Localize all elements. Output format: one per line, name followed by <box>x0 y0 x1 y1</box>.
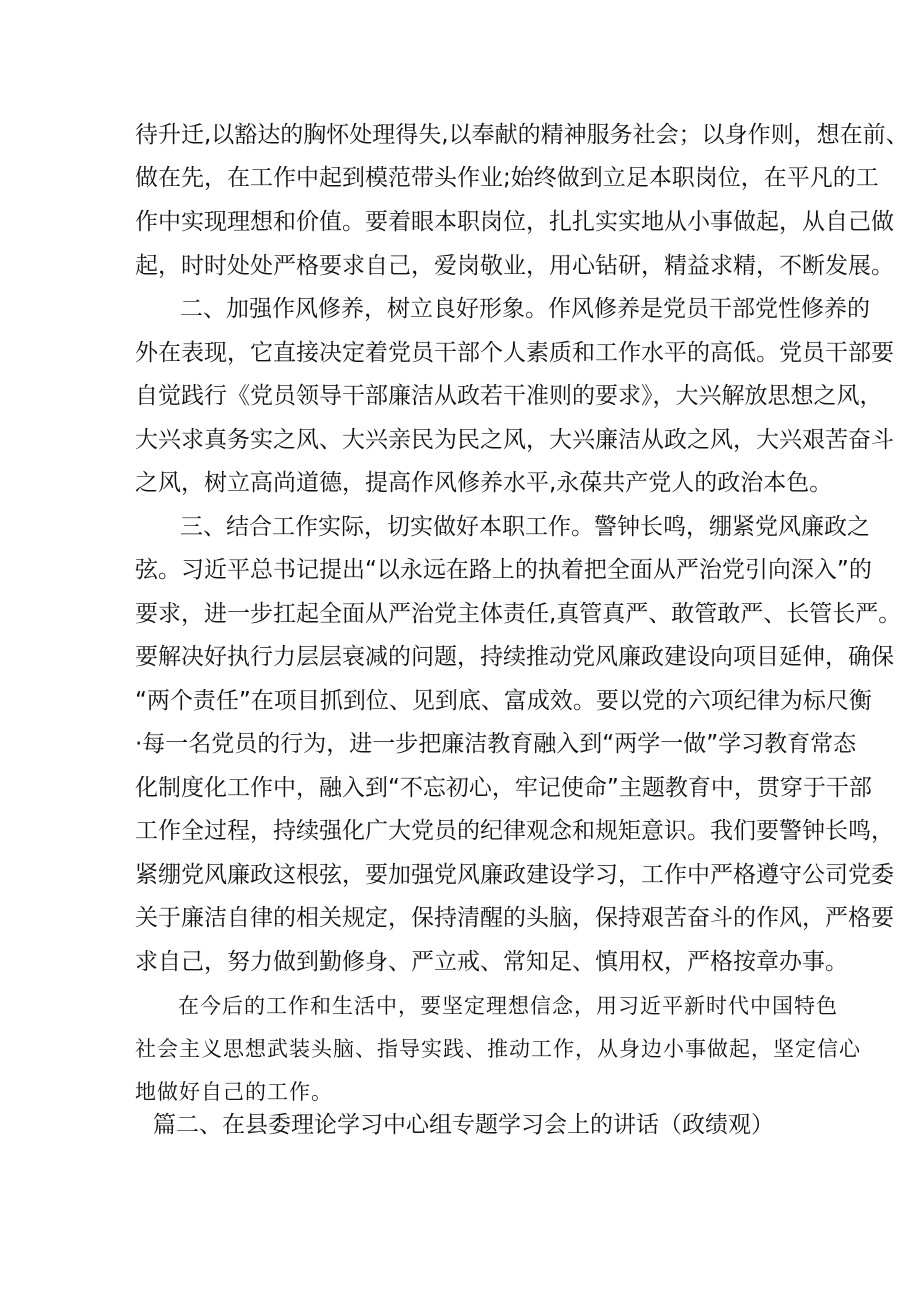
paragraph-3-line-8: 工作全过程，持续强化广大党员的纪律观念和规矩意识。我们要警钟长鸣， <box>135 818 894 844</box>
section-heading: 篇二、在县委理论学习中心组专题学习会上的讲话（政绩观） <box>153 1112 774 1138</box>
paragraph-4-line-2: 社会主义思想武装头脑、指导实践、推动工作，从身边小事做起，坚定信心 <box>135 1037 861 1061</box>
paragraph-3-line-3: 要求，进一步扛起全面从严治党主体责任,真管真严、敢管敢严、长管长严。 <box>135 601 902 627</box>
paragraph-3-line-7: 化制度化工作中，融入到“不忘初心，牢记使命”主题教育中，贯穿于干部 <box>135 775 872 801</box>
paragraph-3-line-6: ·每一名党员的行为，进一步把廉洁教育融入到“两学一做”学习教育常态 <box>135 731 857 757</box>
paragraph-4-line-1: 在今后的工作和生活中，要坚定理想信念，用习近平新时代中国特色 <box>178 994 838 1018</box>
paragraph-4-line-3: 地做好自己的工作。 <box>135 1080 333 1104</box>
paragraph-2-line-4: 大兴求真务实之风、大兴亲民为民之风，大兴廉洁从政之风，大兴艰苦奋斗 <box>135 427 894 453</box>
paragraph-2-line-2: 外在表现，它直接决定着党员干部个人素质和工作水平的高低。党员干部要 <box>135 340 894 366</box>
paragraph-2-line-1: 二、加强作风修养，树立良好形象。作风修养是党员干部党性修养的 <box>180 296 870 322</box>
paragraph-3-line-9: 紧绷党风廉政这根弦，要加强党风廉政建设学习，工作中严格遵守公司党委 <box>135 862 894 888</box>
paragraph-3-line-4: 要解决好执行力层层衰减的问题，持续推动党风廉政建设向项目延伸，确保 <box>135 644 894 670</box>
paragraph-1-line-2: 做在先，在工作中起到模范带头作业;始终做到立足本职岗位，在平凡的工 <box>135 165 879 191</box>
paragraph-3-line-10: 关于廉洁自律的相关规定，保持清醒的头脑，保持艰苦奋斗的作风，严格要 <box>135 905 894 931</box>
paragraph-3-line-11: 求自己，努力做到勤修身、严立戒、常知足、慎用权，严格按章办事。 <box>135 949 848 975</box>
paragraph-2-line-3: 自觉践行《党员领导干部廉洁从政若干准则的要求》，大兴解放思想之风， <box>135 383 883 409</box>
paragraph-3-line-2: 弦。习近平总书记提出“以永远在路上的执着把全面从严治党引向深入”的 <box>135 557 872 583</box>
paragraph-1-line-4: 起，时时处处严格要求自己，爱岗敬业，用心钻研，精益求精，不断发展。 <box>135 253 894 279</box>
paragraph-3-line-1: 三、结合工作实际，切实做好本职工作。警钟长鸣，绷紧党风廉政之 <box>180 514 870 540</box>
paragraph-1-line-1: 待升迁,以豁达的胸怀处理得失,以奉献的精神服务社会；以身作则，想在前、 <box>135 122 909 148</box>
paragraph-3-line-5: “两个责任”在项目抓到位、见到底、富成效。要以党的六项纪律为标尺衡 <box>135 688 872 714</box>
paragraph-1-line-3: 作中实现理想和价值。要着眼本职岗位，扎扎实实地从小事做起，从自己做 <box>135 209 894 235</box>
paragraph-2-line-5: 之风，树立高尚道德，提高作风修养水平,永葆共产党人的政治本色。 <box>135 470 833 496</box>
